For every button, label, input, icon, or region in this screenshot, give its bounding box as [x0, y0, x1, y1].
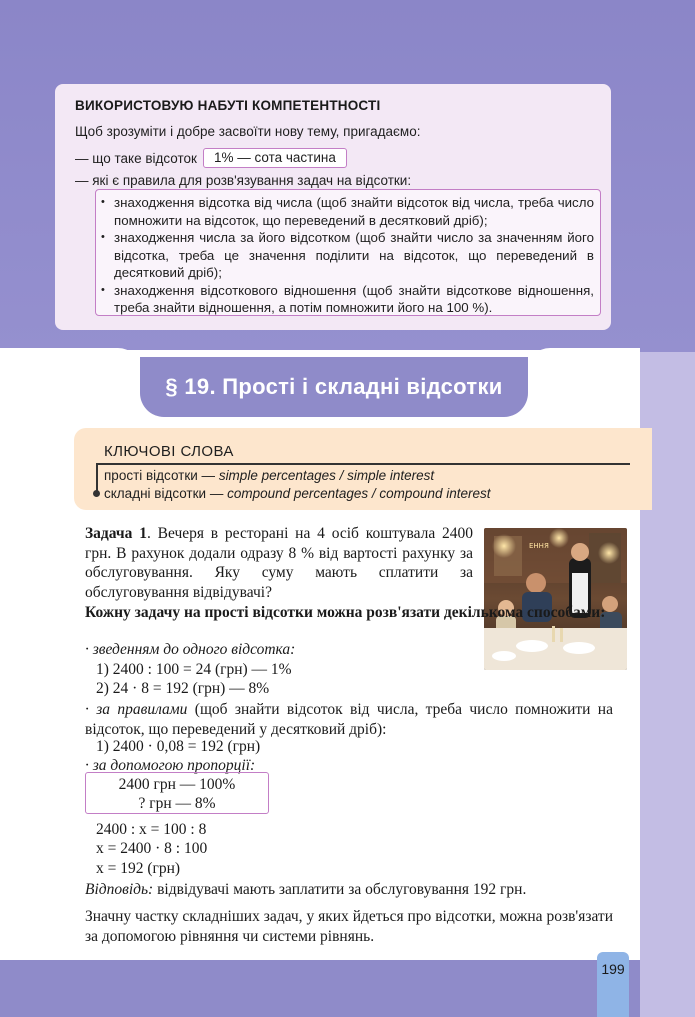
method-3-title: · за допомогою пропорції:	[85, 757, 256, 774]
method-1-step-1: 1) 2400 : 100 = 24 (грн) — 1%	[96, 661, 292, 678]
method-1-title: · зведенням до одного відсотка:	[85, 641, 296, 658]
keywords-dot	[93, 490, 100, 497]
rule-item: • знаходження числа за його відсотком (щоб знайти число за значенням його відсотка, треба це значення поділити на відсоток, що переведений в десятковий дріб);	[114, 229, 594, 282]
keywords-divider	[96, 463, 630, 465]
competence-intro: Щоб зрозуміти і добре засвоїти нову тему, пригадаємо:	[75, 124, 421, 139]
method-1-step-2: 2) 24 · 8 = 192 (грн) — 8%	[96, 680, 270, 697]
methods-lead: Кожну задачу на прості відсотки можна розв'язати декількома способами:	[85, 604, 606, 621]
question-1-answer: 1% — сота частина	[203, 148, 347, 168]
keyword-en: compound percentages / compound interest	[227, 486, 491, 501]
answer-label: Відповідь:	[85, 881, 154, 898]
section-title: § 19. Прості і складні відсотки	[165, 374, 503, 399]
keyword-en: simple percentages / simple interest	[218, 468, 435, 483]
rule-item: • знаходження відсоткового відношення (щоб знайти відсоткове відношення, треба знайти відношення, а потім помножити його на 100 %).	[114, 282, 594, 317]
keyword-uk: складні відсотки —	[104, 486, 228, 501]
proportion-line-1: 2400 грн — 100%	[118, 776, 236, 793]
competence-box	[55, 84, 611, 330]
equation-1: 2400 : x = 100 : 8	[96, 821, 207, 838]
competence-question-2: — які є правила для розв'язування задач на відсотки:	[75, 173, 412, 188]
answer	[85, 881, 613, 899]
restaurant-photo	[484, 528, 627, 670]
equation-3: x = 192 (грн)	[96, 860, 181, 877]
method-2-rule: (щоб знайти відсоток від числа, треба число помножити на відсоток, що переведений у десятковий дріб):	[85, 701, 613, 738]
task-statement	[85, 524, 473, 602]
keywords-title: КЛЮЧОВІ СЛОВА	[104, 443, 234, 460]
keyword-uk: прості відсотки —	[104, 468, 219, 483]
equation-2: x = 2400 · 8 : 100	[96, 840, 208, 857]
rule-item: • знаходження відсотка від числа (щоб знайти відсоток від числа, треба число помножити на відсоток, що переведений в десятковий дріб);	[114, 194, 594, 229]
keyword-item	[104, 486, 491, 501]
keywords-box	[74, 428, 652, 510]
question-1-text: — що таке відсоток	[75, 150, 197, 166]
page-corner-left	[0, 348, 140, 408]
answer-text: відвідувачі мають заплатити за обслуговування 192 грн.	[153, 881, 527, 898]
task-text: . Вечеря в ресторані на 4 осіб коштувала 2400 грн. В рахунок додали одразу 8 % від вартості рахунку за обслуговування. Яку суму мають сплатити за обслуговування відвідувачі?	[85, 525, 473, 601]
restaurant-photo-image	[484, 528, 627, 670]
photo-sign-text: ЕННЯ	[529, 542, 549, 550]
method-2-title: · за правилами	[85, 701, 188, 718]
section-banner	[140, 357, 528, 417]
rules-box	[95, 189, 601, 316]
method-2-step-1: 1) 2400 · 0,08 = 192 (грн)	[96, 738, 261, 755]
method-2-text	[85, 700, 613, 739]
page-corner-right	[528, 348, 640, 408]
keyword-item	[104, 468, 434, 483]
rules-list	[114, 194, 594, 317]
page-number: 199	[601, 961, 625, 977]
closing-paragraph: Значну частку складніших задач, у яких йдеться про відсотки, можна розв'язати за допомогою рівняння чи системи рівнянь.	[85, 908, 613, 945]
competence-question-1	[75, 148, 347, 168]
competence-title: ВИКОРИСТОВУЮ НАБУТІ КОМПЕТЕНТНОСТІ	[75, 98, 381, 113]
task-label: Задача 1	[85, 525, 147, 542]
proportion-line-2: ? грн — 8%	[138, 795, 216, 812]
